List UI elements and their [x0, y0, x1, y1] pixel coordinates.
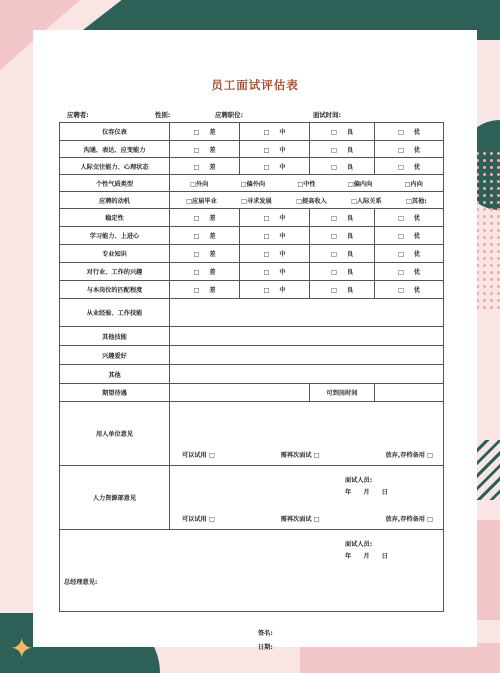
table-row	[60, 227, 444, 245]
grade-label: 中	[279, 129, 286, 136]
grade-choice[interactable]	[398, 147, 420, 154]
skills-input[interactable]	[170, 327, 444, 346]
grade-option[interactable]	[375, 158, 444, 175]
personality-option[interactable]: □偏内向	[347, 180, 373, 188]
row-label: 稳定性	[60, 209, 170, 227]
grade-choice[interactable]	[331, 164, 353, 171]
row-label: 人际交往能力、心理状态	[60, 158, 170, 175]
grade-label: 优	[413, 233, 421, 240]
grade-option[interactable]	[170, 209, 240, 227]
table-row	[60, 123, 444, 141]
grade-choice[interactable]	[398, 233, 420, 240]
evaluation-table	[59, 122, 444, 651]
hr-interviewer-field[interactable]: 面试人员:	[345, 540, 373, 548]
salary-input[interactable]	[170, 384, 310, 402]
table-row	[60, 245, 444, 263]
grade-option[interactable]	[240, 281, 310, 299]
motive-option[interactable]: □提高收入	[296, 197, 327, 205]
grade-label: 差	[209, 163, 216, 171]
grade-choice[interactable]	[398, 129, 420, 136]
grade-option[interactable]	[375, 227, 444, 245]
grade-choice[interactable]	[263, 233, 285, 240]
row-label: 其他	[60, 365, 170, 384]
table-row	[60, 141, 444, 158]
table-row	[60, 299, 444, 327]
grade-choice[interactable]	[263, 251, 285, 258]
gm-opinion-cell[interactable]	[60, 530, 444, 651]
grade-option[interactable]	[170, 123, 240, 141]
row-label: 与本岗位的匹配程度	[60, 281, 170, 299]
checkbox-icon[interactable]: □	[397, 163, 404, 171]
gm-opinion-label: 总经理意见:	[64, 578, 98, 586]
row-label: 人力资源部意见	[60, 466, 170, 530]
grade-option[interactable]	[240, 209, 310, 227]
table-row	[60, 466, 444, 530]
checkbox-icon[interactable]: □	[263, 215, 270, 222]
checkbox-icon[interactable]: □	[263, 129, 270, 136]
grade-option[interactable]	[375, 141, 444, 158]
table-row	[60, 384, 444, 402]
grade-choice[interactable]	[331, 287, 353, 294]
checkbox-icon[interactable]: □	[193, 146, 200, 154]
grade-label: 良	[346, 163, 354, 171]
grade-choice[interactable]	[398, 164, 420, 171]
grade-choice[interactable]	[331, 269, 353, 276]
grade-option[interactable]	[240, 227, 310, 245]
checkbox-icon[interactable]: □	[193, 251, 200, 258]
grade-choice[interactable]	[193, 233, 215, 240]
grade-option[interactable]	[375, 209, 444, 227]
checkbox-icon[interactable]: □	[330, 251, 337, 258]
table-row	[60, 158, 444, 175]
star-icon: ✦	[10, 632, 34, 665]
grade-label: 良	[346, 287, 354, 294]
grade-choice[interactable]	[263, 215, 285, 222]
checkbox-icon[interactable]: □	[330, 146, 337, 154]
grade-choice[interactable]	[263, 129, 285, 136]
grade-label: 优	[413, 146, 421, 154]
grade-label: 中	[279, 287, 286, 294]
motive-option[interactable]: □应届毕业	[186, 197, 217, 205]
grade-label: 良	[346, 146, 354, 154]
row-label: 学习能力、上进心	[60, 227, 170, 245]
grade-choice[interactable]	[331, 129, 353, 136]
grade-option[interactable]	[310, 141, 375, 158]
motive-option[interactable]: □人际关系	[351, 197, 382, 205]
table-row	[60, 346, 444, 365]
row-label: 沟通、表达、应变能力	[60, 141, 170, 158]
grade-label: 优	[413, 163, 421, 171]
grade-option[interactable]	[310, 158, 375, 175]
motive-option[interactable]: □寻求发展	[241, 197, 272, 205]
dept-choice-reinterview[interactable]: 需再次面试 □	[280, 451, 320, 459]
grade-label: 差	[209, 269, 216, 276]
checkbox-icon[interactable]: □	[330, 129, 337, 136]
applicant-field[interactable]: 应聘者:	[67, 111, 89, 119]
row-label: 对行业、工作的兴趣	[60, 263, 170, 281]
row-label: 应聘的动机	[60, 192, 170, 209]
grade-label: 中	[279, 163, 286, 171]
checkbox-icon[interactable]: □	[397, 251, 404, 258]
grade-option[interactable]	[170, 245, 240, 263]
hr-opinion-cell	[170, 466, 444, 560]
grade-label: 优	[413, 129, 421, 136]
row-label: 个性气质类型	[60, 175, 170, 192]
checkbox-icon[interactable]: □	[397, 233, 404, 240]
grade-choice[interactable]	[331, 147, 353, 154]
grade-label: 差	[209, 287, 216, 294]
grade-option[interactable]	[375, 123, 444, 141]
table-row	[60, 402, 444, 466]
grade-label: 中	[279, 215, 286, 222]
gender-field[interactable]: 性别:	[155, 111, 171, 119]
grade-option[interactable]	[310, 263, 375, 281]
dept-date-field[interactable]: 年 月 日	[345, 488, 388, 496]
checkbox-icon[interactable]: □	[263, 233, 270, 240]
row-label: 其他技能	[60, 327, 170, 346]
grade-choice[interactable]	[193, 287, 215, 294]
checkbox-icon[interactable]: □	[263, 163, 270, 171]
grade-option[interactable]	[310, 227, 375, 245]
dept-choice-archive[interactable]: 放弃,存档备用 □	[385, 451, 433, 459]
grade-option[interactable]	[375, 245, 444, 263]
grade-choice[interactable]	[398, 251, 420, 258]
hr-choice-archive[interactable]: 放弃,存档备用 □	[385, 515, 433, 523]
grade-choice[interactable]	[398, 287, 420, 294]
motive-options	[170, 192, 444, 209]
row-label: 专业知识	[60, 245, 170, 263]
grade-label: 差	[209, 215, 216, 222]
grade-label: 优	[413, 251, 421, 258]
personality-option[interactable]: □外向	[190, 180, 209, 188]
checkbox-icon[interactable]: □	[330, 269, 337, 276]
grade-choice[interactable]	[193, 164, 215, 171]
hr-choice-reinterview[interactable]: 需再次面试 □	[280, 515, 320, 523]
checkbox-icon[interactable]: □	[330, 287, 337, 294]
grade-option[interactable]	[170, 281, 240, 299]
checkbox-icon[interactable]: □	[397, 129, 404, 136]
dept-interviewer-field[interactable]: 面试人员:	[345, 476, 373, 484]
grade-label: 差	[209, 146, 216, 154]
hr-choice-trial[interactable]: 可以试用 □	[182, 515, 215, 523]
checkbox-icon[interactable]: □	[263, 251, 270, 258]
row-label: 从业经验、工作技能	[60, 299, 170, 327]
table-row	[60, 365, 444, 384]
grade-label: 差	[209, 233, 216, 240]
personality-option[interactable]: □偏外向	[240, 180, 266, 188]
checkbox-icon[interactable]: □	[193, 269, 200, 276]
checkbox-icon[interactable]: □	[193, 215, 200, 222]
grade-option[interactable]	[310, 245, 375, 263]
checkbox-icon[interactable]: □	[193, 233, 200, 240]
row-label: 期望待遇	[60, 384, 170, 402]
row-label: 仪容仪表	[60, 123, 170, 141]
row-label: 用人单位意见	[60, 402, 170, 466]
grade-choice[interactable]	[193, 251, 215, 258]
grade-choice[interactable]	[263, 287, 285, 294]
checkbox-icon[interactable]: □	[330, 233, 337, 240]
grade-label: 优	[413, 269, 421, 276]
checkbox-icon[interactable]: □	[193, 129, 200, 136]
grade-choice[interactable]	[263, 164, 285, 171]
table-row	[60, 263, 444, 281]
personality-option[interactable]: □内向	[404, 180, 423, 188]
grade-label: 良	[346, 215, 354, 222]
grade-choice[interactable]	[193, 147, 215, 154]
grade-choice[interactable]	[398, 215, 420, 222]
grade-option[interactable]	[375, 281, 444, 299]
table-row	[60, 192, 444, 209]
grade-label: 中	[279, 251, 286, 258]
grade-choice[interactable]	[331, 251, 353, 258]
grade-choice[interactable]	[263, 147, 285, 154]
interview-time-field[interactable]: 面试时间:	[313, 111, 342, 119]
grade-option[interactable]	[170, 141, 240, 158]
dept-choice-trial[interactable]: 可以试用 □	[182, 451, 215, 459]
checkbox-icon[interactable]: □	[397, 287, 404, 294]
personality-options	[170, 175, 444, 192]
checkbox-icon[interactable]: □	[193, 287, 200, 294]
checkbox-icon[interactable]: □	[263, 146, 270, 154]
grade-option[interactable]	[240, 141, 310, 158]
grade-option[interactable]	[375, 263, 444, 281]
grade-option[interactable]	[240, 263, 310, 281]
row-label: 可到岗时间	[310, 384, 375, 402]
grade-label: 良	[346, 129, 354, 136]
grade-option[interactable]	[310, 281, 375, 299]
checkbox-icon[interactable]: □	[397, 269, 404, 276]
table-row	[60, 209, 444, 227]
grade-option[interactable]	[240, 123, 310, 141]
grade-choice[interactable]	[193, 269, 215, 276]
grade-label: 中	[279, 146, 286, 154]
motive-option[interactable]: □其他:	[406, 197, 427, 205]
available-time-input[interactable]	[375, 384, 444, 402]
checkbox-icon[interactable]: □	[330, 163, 337, 171]
experience-input[interactable]	[170, 299, 444, 327]
grade-choice[interactable]	[193, 215, 215, 222]
grade-choice[interactable]	[263, 269, 285, 276]
header-fields	[67, 110, 447, 122]
grade-choice[interactable]	[398, 269, 420, 276]
hobbies-input[interactable]	[170, 346, 444, 365]
grade-option[interactable]	[170, 263, 240, 281]
grade-choice[interactable]	[193, 129, 215, 136]
checkbox-icon[interactable]: □	[263, 269, 270, 276]
table-row	[60, 327, 444, 346]
grade-label: 优	[413, 215, 421, 222]
grade-option[interactable]	[240, 158, 310, 175]
grade-option[interactable]	[170, 158, 240, 175]
hr-date-field[interactable]: 年 月 日	[345, 552, 388, 560]
gm-sign-field[interactable]: 签名:	[258, 629, 273, 637]
position-field[interactable]: 应聘职位:	[215, 111, 244, 119]
grade-label: 差	[209, 129, 216, 136]
grade-label: 中	[279, 269, 286, 276]
checkbox-icon[interactable]: □	[397, 215, 404, 222]
gm-date-field[interactable]: 日期:	[258, 643, 273, 651]
table-row	[60, 281, 444, 299]
dept-opinion-cell	[170, 402, 444, 496]
page-title: 员工面试评估表	[211, 78, 299, 92]
grade-label: 优	[413, 287, 421, 294]
grade-label: 差	[209, 251, 216, 258]
grade-choice[interactable]	[331, 215, 353, 222]
grade-label: 中	[279, 233, 286, 240]
grade-option[interactable]	[310, 123, 375, 141]
table-row	[60, 530, 444, 612]
grade-option[interactable]	[170, 227, 240, 245]
other-input[interactable]	[170, 365, 444, 384]
form-sheet	[33, 30, 477, 651]
checkbox-icon[interactable]: □	[263, 287, 270, 294]
grade-option[interactable]	[240, 245, 310, 263]
table-row	[60, 175, 444, 192]
grade-label: 良	[346, 269, 354, 276]
row-label: 兴趣爱好	[60, 346, 170, 365]
checkbox-icon[interactable]: □	[193, 163, 200, 171]
grade-label: 良	[346, 233, 354, 240]
decor-pink-bottom	[300, 643, 500, 673]
grade-choice[interactable]	[331, 233, 353, 240]
grade-label: 良	[346, 251, 354, 258]
checkbox-icon[interactable]: □	[397, 146, 404, 154]
checkbox-icon[interactable]: □	[330, 215, 337, 222]
grade-option[interactable]	[310, 209, 375, 227]
personality-option[interactable]: □中性	[297, 180, 316, 188]
